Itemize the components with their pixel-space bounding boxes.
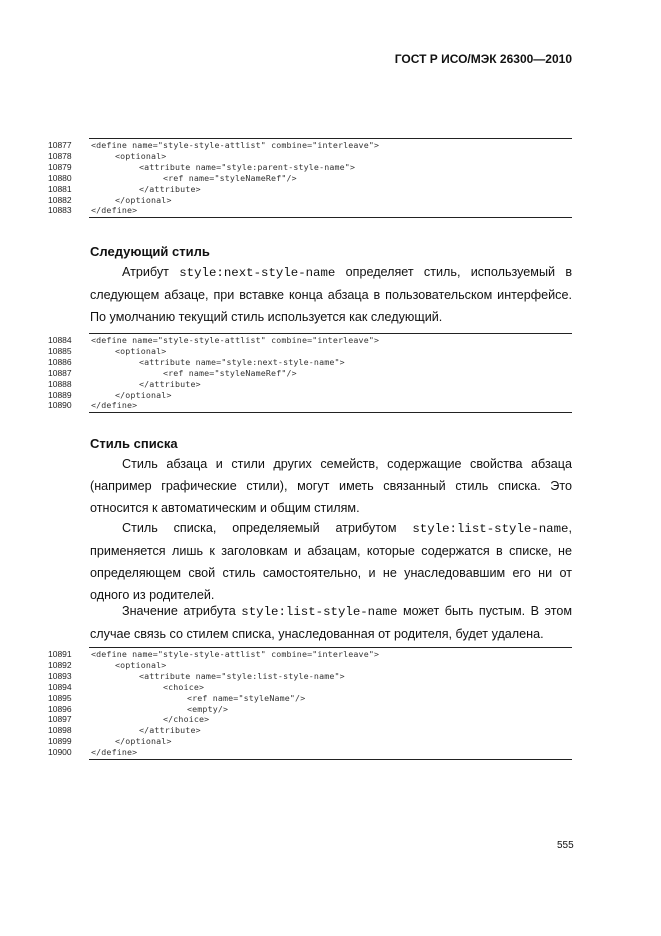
code-text: </optional> [115,736,172,747]
line-number: 10878 [48,150,72,161]
inline-code: style:list-style-name [412,522,569,536]
code-text: </attribute> [139,183,201,194]
code-text: </define> [91,205,138,216]
line-number: 10899 [48,736,72,747]
line-number: 10879 [48,161,72,172]
line-number: 10895 [48,692,72,703]
paragraph-text: Атрибут [122,265,180,279]
code-text: <empty/> [187,703,229,714]
line-number: 10889 [48,389,72,400]
line-number: 10900 [48,747,72,758]
line-number: 10890 [48,400,72,411]
line-number: 10880 [48,172,72,183]
code-text: </choice> [163,714,210,725]
line-number: 10897 [48,714,72,725]
line-number: 10883 [48,205,72,216]
line-number: 10892 [48,659,72,670]
line-number: 10893 [48,670,72,681]
line-number: 10898 [48,725,72,736]
line-number: 10888 [48,378,72,389]
code-text: <choice> [163,681,205,692]
line-number: 10886 [48,356,72,367]
code-text: <attribute name="style:parent-style-name"> [139,161,356,172]
code-text: </define> [91,747,138,758]
code-text: </define> [91,400,138,411]
section-heading-next-style: Следующий стиль [90,244,210,259]
line-number: 10887 [48,367,72,378]
code-block-bottom-rule [89,217,572,218]
paragraph-text: может быть пустым. В этом случае связь со стилем списка, унаследованная от родителя, будет удалена. [90,604,572,641]
paragraph-text: определяет стиль, используемый в следующем абзаце, при вставке конца абзаца в пользовательском интерфейсе. По умолчанию текущий стиль используется как следующий. [90,265,573,324]
code-block-bottom-rule [89,412,572,413]
paragraph-list-style-3 [90,600,572,645]
section-heading-list-style: Стиль списка [90,436,178,451]
paragraph-list-style-2 [90,517,572,606]
paragraph-text: Значение атрибута [122,604,242,618]
code-text: <optional> [115,659,167,670]
code-block-top-rule [89,647,572,648]
code-text: <ref name="styleNameRef"/> [163,172,297,183]
line-number: 10884 [48,335,72,345]
inline-code: style:next-style-name [179,266,336,280]
code-text: <define name="style-style-attlist" combine="interleave"> [91,140,380,150]
line-number: 10894 [48,681,72,692]
code-text: <ref name="styleNameRef"/> [163,367,297,378]
line-number: 10885 [48,345,72,356]
page-number: 555 [557,840,574,851]
paragraph-next-style [90,261,572,328]
code-text: </attribute> [139,725,201,736]
code-text: <optional> [115,345,167,356]
line-number: 10881 [48,183,72,194]
code-text: <define name="style-style-attlist" combine="interleave"> [91,649,380,659]
line-number: 10882 [48,194,72,205]
code-text: </attribute> [139,378,201,389]
code-text: <attribute name="style:next-style-name"> [139,356,345,367]
code-text: <attribute name="style:list-style-name"> [139,670,345,681]
document-header-title: ГОСТ Р ИСО/МЭК 26300—2010 [394,52,572,66]
code-text: <ref name="styleName"/> [187,692,306,703]
line-number: 10891 [48,649,72,659]
code-text: </optional> [115,389,172,400]
line-number: 10877 [48,140,72,150]
code-text: <optional> [115,150,167,161]
code-text: </optional> [115,194,172,205]
code-block-top-rule [89,138,572,139]
inline-code: style:list-style-name [241,605,398,619]
paragraph-text: Стиль списка, определяемый атрибутом [122,521,413,535]
code-block-bottom-rule [89,759,572,760]
paragraph-text: , применяется лишь к заголовкам и абзацам, которые содержатся в списке, не определяющем свой стиль самостоятельно, и не унаследовавшим его ни от одного из родителей. [90,521,572,602]
code-block-top-rule [89,333,572,334]
paragraph-list-style-1: Стиль абзаца и стили других семейств, содержащие свойства абзаца (например графические стили), могут иметь связанный стиль списка. Это относится к автоматическим и общим стилям. [90,457,572,515]
line-number: 10896 [48,703,72,714]
code-text: <define name="style-style-attlist" combine="interleave"> [91,335,380,345]
